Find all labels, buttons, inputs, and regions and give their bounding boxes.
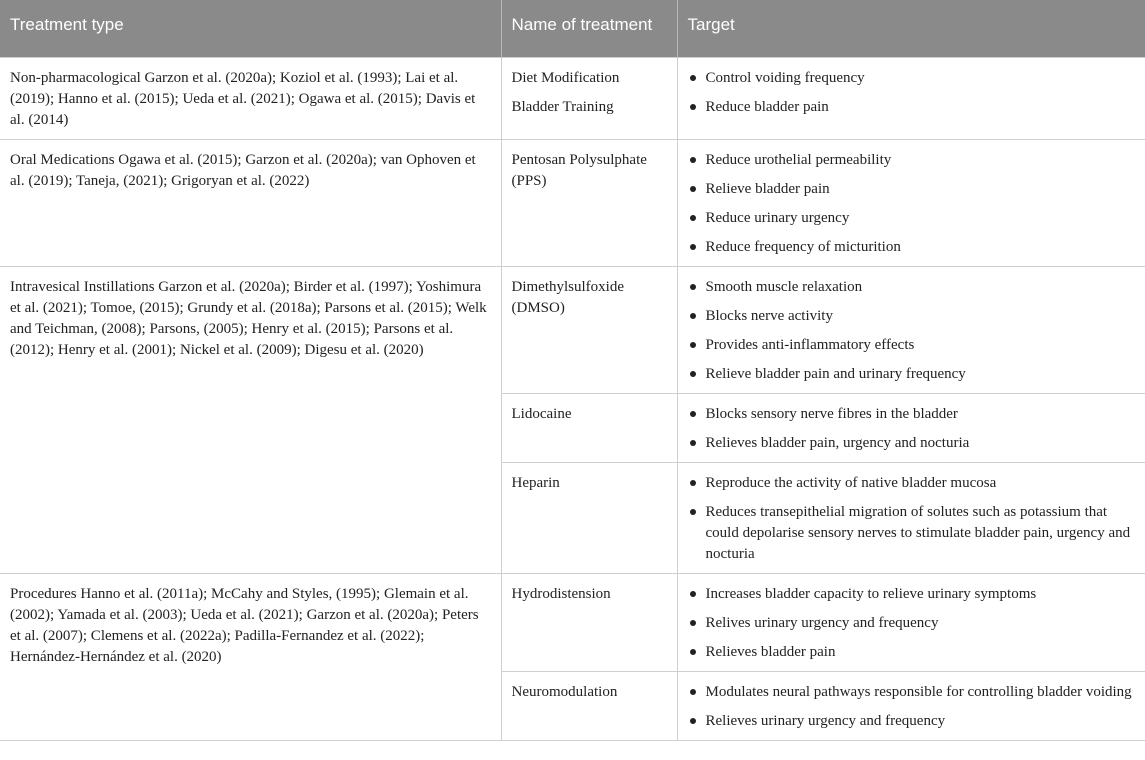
treatment-name-cell [501, 266, 677, 393]
target-text: Reduce bladder pain [705, 98, 829, 115]
target-item [688, 306, 1136, 327]
header-name-of-treatment: Name of treatment [501, 0, 677, 57]
target-item [688, 502, 1136, 565]
bullet-icon [690, 284, 696, 290]
target-text: Reduce urinary urgency [705, 209, 850, 226]
target-list [688, 150, 1136, 258]
bullet-icon [690, 411, 696, 417]
target-text: Relieve bladder pain [705, 180, 830, 197]
target-item [688, 642, 1136, 663]
target-item [688, 68, 1136, 89]
table-row [0, 139, 1145, 266]
bullet-icon [690, 215, 696, 221]
target-item [688, 404, 1136, 425]
bullet-icon [690, 718, 696, 724]
target-cell [677, 393, 1145, 462]
table-header [0, 0, 1145, 57]
target-item [688, 613, 1136, 634]
bullet-icon [690, 342, 696, 348]
bullet-icon [690, 509, 696, 515]
treatment-name-cell [501, 573, 677, 671]
target-item [688, 584, 1136, 605]
target-text: Relieves urinary urgency and frequency [705, 712, 946, 729]
treatment-type-cell: Oral Medications Ogawa et al. (2015); Garzon et al. (2020a); van Ophoven et al. (2019); Taneja, (2021); Grigoryan et al. (2022) [0, 139, 501, 266]
treatment-name: Bladder Training [511, 98, 614, 115]
treatment-name: Dimethylsulfoxide (DMSO) [511, 278, 624, 316]
treatment-name-cell [501, 462, 677, 573]
target-text: Control voiding frequency [705, 69, 865, 86]
treatment-name-cell [501, 139, 677, 266]
bullet-icon [690, 591, 696, 597]
target-text: Relives urinary urgency and frequency [705, 614, 939, 631]
treatment-name: Lidocaine [511, 405, 572, 422]
target-item [688, 97, 1136, 118]
target-list [688, 682, 1136, 732]
treatment-type-cell: Intravesical Instillations Garzon et al. (2020a); Birder et al. (1997); Yoshimura et al. (2021); Tomoe, (2015); Grundy et al. (2018a); Parsons et al. (2015); Welk and Teichman, (2008); Parsons, (2005); Henry et al. (2015); Parsons et al. (2012); Henry et al. (2001); Nickel et al. (2009); Digesu et al. (2020) [0, 266, 501, 573]
table-body [0, 57, 1145, 740]
target-text: Reduce urothelial permeability [705, 151, 892, 168]
bullet-icon [690, 480, 696, 486]
target-list [688, 68, 1136, 118]
bullet-icon [690, 371, 696, 377]
treatment-name: Diet Modification [511, 69, 620, 86]
bullet-icon [690, 244, 696, 250]
target-text: Reduce frequency of micturition [705, 238, 901, 255]
target-text: Provides anti-inflammatory effects [705, 336, 915, 353]
bullet-icon [690, 313, 696, 319]
header-treatment-type: Treatment type [0, 0, 501, 57]
target-item [688, 364, 1136, 385]
bullet-icon [690, 649, 696, 655]
table-row [0, 57, 1145, 139]
treatment-name: Heparin [511, 474, 560, 491]
target-list [688, 404, 1136, 454]
table-row [0, 573, 1145, 671]
target-item [688, 682, 1136, 703]
bullet-icon [690, 440, 696, 446]
header-row [0, 0, 1145, 57]
treatment-type-cell: Non-pharmacological Garzon et al. (2020a); Koziol et al. (1993); Lai et al. (2019); Hanno et al. (2015); Ueda et al. (2021); Ogawa et al. (2015); Davis et al. (2014) [0, 57, 501, 139]
bullet-icon [690, 186, 696, 192]
target-item [688, 277, 1136, 298]
treatment-name: Pentosan Polysulphate (PPS) [511, 151, 647, 189]
target-text: Reproduce the activity of native bladder mucosa [705, 474, 997, 491]
target-item [688, 335, 1136, 356]
target-item [688, 150, 1136, 171]
treatment-name-cell [501, 393, 677, 462]
treatment-type-cell: Procedures Hanno et al. (2011a); McCahy and Styles, (1995); Glemain et al. (2002); Yamada et al. (2003); Ueda et al. (2021); Garzon et al. (2020a); Peters et al. (2007); Clemens et al. (2022a); Padilla-Fernandez et al. (2022); Hernández-Hernández et al. (2020) [0, 573, 501, 740]
target-cell [677, 139, 1145, 266]
treatment-name-cell [501, 671, 677, 740]
bullet-icon [690, 75, 696, 81]
target-text: Modulates neural pathways responsible for controlling bladder voiding [705, 683, 1132, 700]
target-cell [677, 57, 1145, 139]
target-text: Reduces transepithelial migration of solutes such as potassium that could depolarise sensory nerves to stimulate bladder pain, urgency and nocturia [705, 503, 1131, 562]
target-cell [677, 266, 1145, 393]
target-item [688, 179, 1136, 200]
target-text: Increases bladder capacity to relieve urinary symptoms [705, 585, 1037, 602]
target-list [688, 584, 1136, 663]
bullet-icon [690, 157, 696, 163]
target-item [688, 473, 1136, 494]
treatment-name: Hydrodistension [511, 585, 611, 602]
target-cell [677, 671, 1145, 740]
target-text: Relieve bladder pain and urinary frequency [705, 365, 966, 382]
target-text: Blocks sensory nerve fibres in the bladder [705, 405, 958, 422]
target-item [688, 237, 1136, 258]
target-list [688, 473, 1136, 565]
treatment-name: Neuromodulation [511, 683, 618, 700]
bullet-icon [690, 104, 696, 110]
header-target: Target [677, 0, 1145, 57]
target-item [688, 433, 1136, 454]
target-text: Blocks nerve activity [705, 307, 833, 324]
treatment-name-cell [501, 57, 677, 139]
table-row [0, 266, 1145, 393]
bullet-icon [690, 620, 696, 626]
bullet-icon [690, 689, 696, 695]
target-list [688, 277, 1136, 385]
target-item [688, 208, 1136, 229]
target-item [688, 711, 1136, 732]
target-cell [677, 462, 1145, 573]
target-cell [677, 573, 1145, 671]
target-text: Smooth muscle relaxation [705, 278, 863, 295]
target-text: Relieves bladder pain, urgency and nocturia [705, 434, 970, 451]
target-text: Relieves bladder pain [705, 643, 836, 660]
